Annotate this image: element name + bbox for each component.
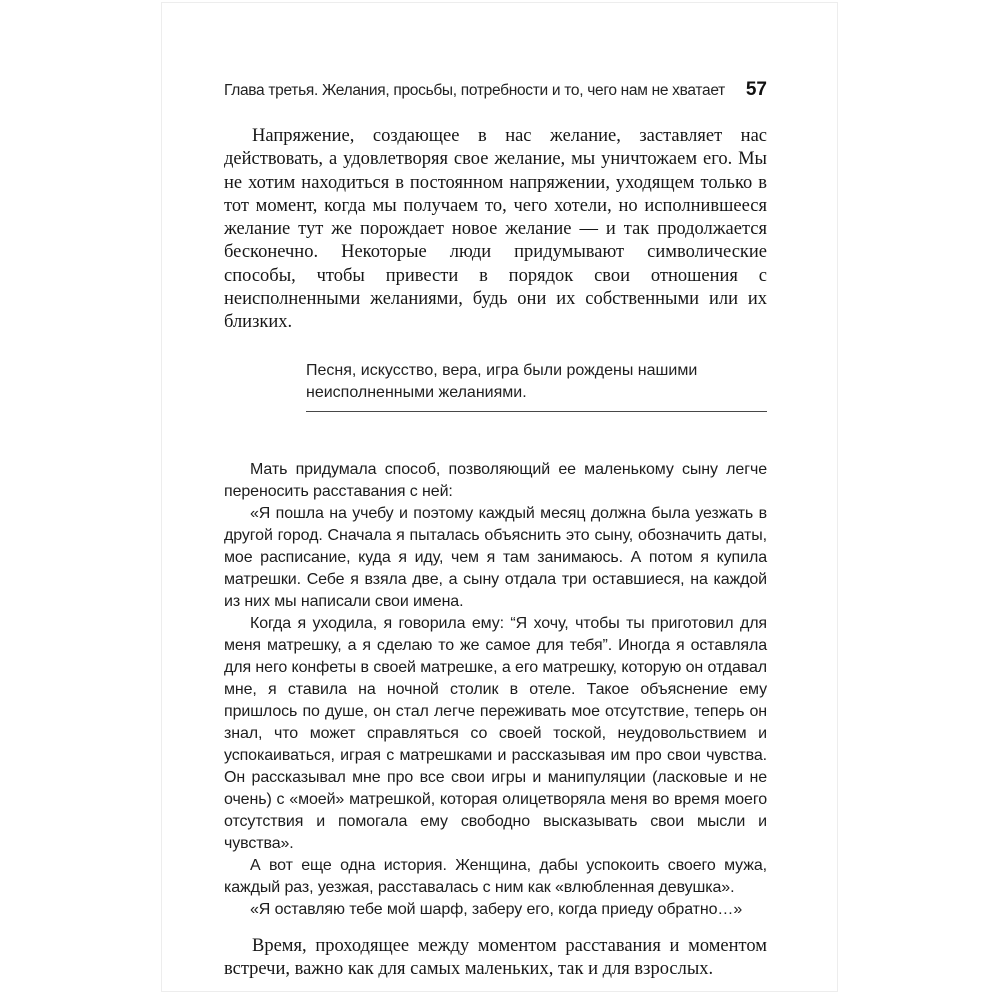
body-paragraph: Когда я уходила, я говорила ему: “Я хочу, чтобы ты приготовил для меня матрешку, а я сделаю то же самое для тебя”. Иногда я оставляла для него конфеты в своей матрешке, а его матрешку, которую он отдавал мне, я ставила на ночной столик в отеле. Такое объяснение ему пришлось по душе, он стал легче переживать мое отсутствие, теперь он знал, что может справляться со своей тоской, неудовольствием и успокаиваться, играя с матрешками и рассказывая им про свои чувства. Он рассказывал мне про все свои игры и манипуляции (ласковые и не очень) с «моей» матрешкой, которая олицетворяла меня во время моего отсутствия и помогала ему свободно высказывать свои мысли и чувства». xyxy=(224,614,767,852)
intro-paragraph: Напряжение, создающее в нас желание, заставляет нас действовать, а удовлетворяя свое желание, мы уничтожаем его. Мы не хотим находиться в постоянном напряжении, уходящем только в тот момент, когда мы получаем то, чего хотели, но исполнившееся желание тут же порождает новое желание — и так продолжается бесконечно. Некоторые люди придумывают символические способы, чтобы привести в порядок свои отношения с неисполненными желаниями, будь они их собственными или их близких. xyxy=(224,126,767,333)
pullquote-block xyxy=(306,360,767,412)
page-number: 57 xyxy=(745,79,767,100)
body-paragraph: «Я оставляю тебе мой шарф, заберу его, когда приеду обратно…» xyxy=(250,900,743,918)
book-page xyxy=(161,2,838,992)
pullquote-text: Песня, искусство, вера, игра были рождены нашими неисполненными желаниями. xyxy=(306,361,698,401)
closing-paragraph: Время, проходящее между моментом расставания и моментом встречи, важно как для самых маленьких, так и для взрослых. xyxy=(224,935,767,980)
body-paragraph: Мать придумала способ, позволяющий ее маленькому сыну легче переносить расставания с ней: xyxy=(224,460,767,500)
body-text-block xyxy=(224,459,767,921)
body-paragraph: А вот еще одна история. Женщина, дабы успокоить своего мужа, каждый раз, уезжая, расставалась с ним как «влюбленная девушка». xyxy=(224,856,767,896)
running-header xyxy=(224,79,767,101)
chapter-title: Глава третья. Желания, просьбы, потребности и то, чего нам не хватает xyxy=(224,82,725,99)
body-paragraph: «Я пошла на учебу и поэтому каждый месяц должна была уезжать в другой город. Сначала я пыталась объяснить это сыну, обозначить даты, мое расписание, куда я иду, чем я там занимаюсь. А потом я купила матрешки. Себе я взяла две, а сыну отдала три оставшиеся, на каждой из них мы написали свои имена. xyxy=(224,504,767,610)
